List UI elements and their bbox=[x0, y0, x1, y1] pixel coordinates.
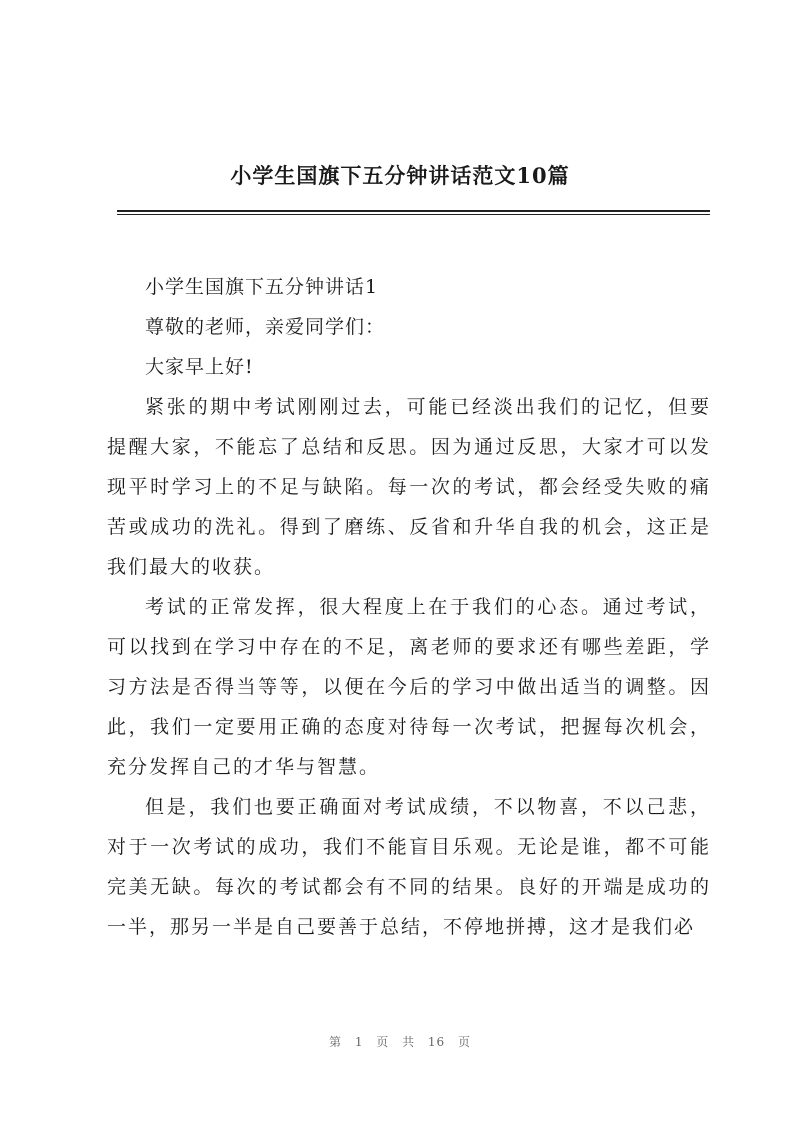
document-body bbox=[107, 267, 711, 947]
document-title: 小学生国旗下五分钟讲话范文10篇 bbox=[230, 163, 570, 188]
speech-heading: 小学生国旗下五分钟讲话1 bbox=[145, 276, 379, 298]
title-divider bbox=[117, 210, 710, 215]
paragraph-mindset: 考试的正常发挥，很大程度上在于我们的心态。通过考试，可以找到在学习中存在的不足，离老师的要求还有哪些差距，学习方法是否得当等等，以便在今后的学习中做出适当的调整。因此，我们一定要用正确的态度对待每一次考试，把握每次机会，充分发挥自己的才华与智慧。 bbox=[107, 596, 711, 778]
greeting: 大家早上好! bbox=[145, 356, 254, 378]
page-number-footer: 第 1 页 共 16 页 bbox=[329, 1035, 471, 1049]
salutation: 尊敬的老师，亲爱同学们： bbox=[145, 316, 386, 338]
paragraph-reflection: 紧张的期中考试刚刚过去，可能已经淡出我们的记忆，但要提醒大家，不能忘了总结和反思。因为通过反思，大家才可以发现平时学习上的不足与缺陷。每一次的考试，都会经受失败的痛苦或成功的洗礼。得到了磨练、反省和升华自我的机会，这正是我们最大的收获。 bbox=[107, 396, 711, 578]
paragraph-results: 但是，我们也要正确面对考试成绩，不以物喜，不以己悲，对于一次考试的成功，我们不能盲目乐观。无论是谁，都不可能完美无缺。每次的考试都会有不同的结果。良好的开端是成功的一半，那另一半是自己要善于总结，不停地拼搏，这才是我们必 bbox=[107, 796, 711, 938]
